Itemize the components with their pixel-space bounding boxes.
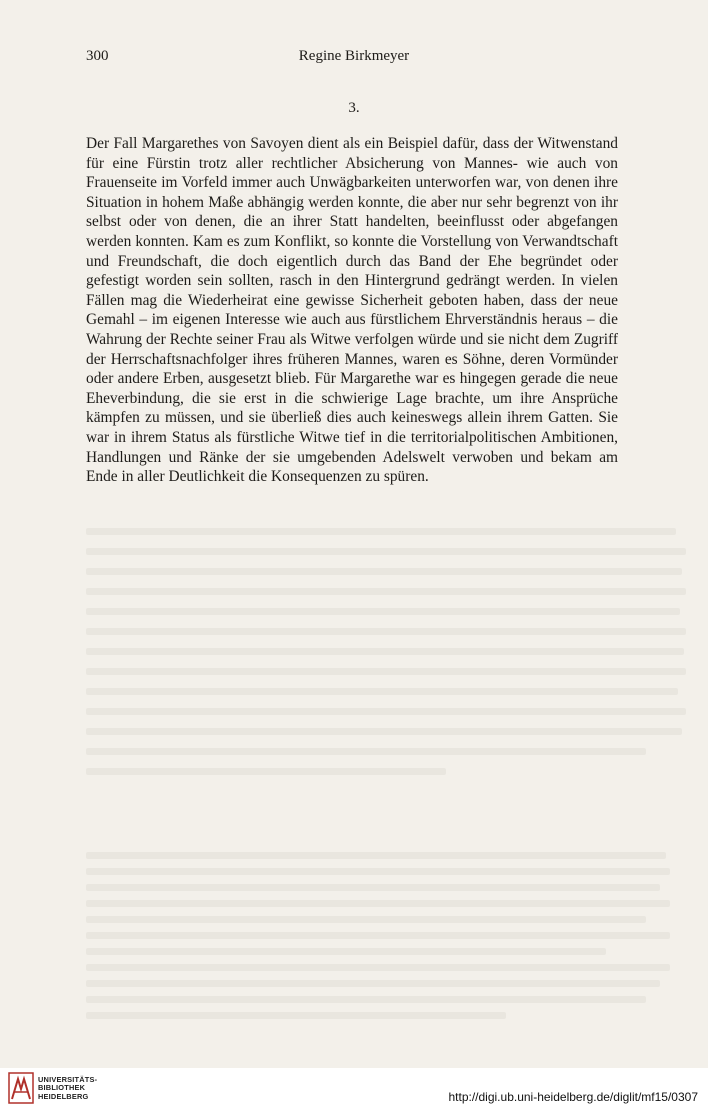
library-logo-icon xyxy=(8,1072,34,1104)
running-head: Regine Birkmeyer xyxy=(298,48,410,64)
body-paragraph: Der Fall Margarethes von Savoyen dient als ein Beispiel dafür, dass der Witwenstand für eine Fürstin trotz aller rechtlicher Absicherung von Mannes- wie auch von Frauenseite im Vorfeld immer auch Unwägbarkeiten unterworfen war, von denen ihre Situation in hohem Maße abhängig werden konnte, die aber nur sehr begrenzt von ihr selbst oder von denen, die an ihrer Statt handelten, beeinflusst oder abgefangen werden konnten. Kam es zum Konflikt, so konnte die Vorstellung von Verwandtschaft und Freundschaft, die doch eigentlich durch das Band der Ehe begründet oder gefestigt worden sein sollten, rasch in den Hintergrund gedrängt werden. In vielen Fällen mag die Wiederheirat eine gewisse Sicherheit geboten haben, dass der neue Gemahl – im eigenen Interesse wie auch aus fürstlichem Ehrverständnis heraus – die Wahrung der Rechte seiner Frau als Witwe verfolgen würde und sie nicht dem Zugriff der Herrschaftsnachfolger ihres früheren Mannes, waren es Söhne, deren Vormünder oder andere Erben, ausgesetzt blieb. Für Margarethe war es hingegen gerade die neue Eheverbindung, die sie erst in die schwierige Lage brachte, um ihre Ansprüche kämpfen zu müssen, und sie überließ dies auch keineswegs allein ihrem Gatten. Sie war in ihrem Status als fürstliche Witwe tief in die territorialpolitischen Ambitionen, Handlungen und Ränke der sie umgebenden Adelswelt verwoben und bekam am Ende in aller Deutlichkeit die Konsequenzen zu spüren. xyxy=(86,135,618,486)
page-header xyxy=(86,48,622,68)
library-logo-text: UNIVERSITÄTS- BIBLIOTHEK HEIDELBERG xyxy=(38,1075,98,1101)
section-number: 3. xyxy=(348,100,360,116)
library-logo[interactable] xyxy=(8,1072,103,1106)
viewer-footer xyxy=(0,1068,708,1112)
permalink-url[interactable]: http://digi.ub.uni-heidelberg.de/diglit/mf15/0307 xyxy=(448,1090,698,1104)
page-number: 300 xyxy=(86,48,109,64)
